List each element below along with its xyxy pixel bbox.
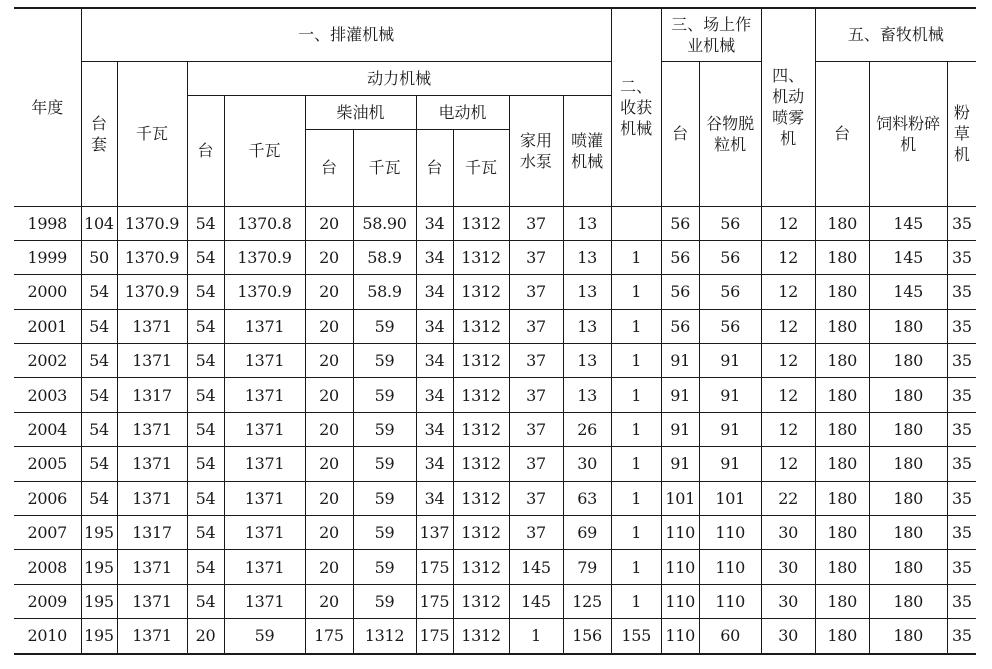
table-cell: 1 [611,240,661,274]
table-cell: 1371 [224,378,305,412]
header-field-operation-machinery: 三、场上作 业机械 [661,8,761,61]
header-power-machinery: 动力机械 [187,61,611,95]
table-cell: 1371 [224,447,305,481]
table-row [14,309,976,343]
table-cell: 56 [699,309,761,343]
table-header [14,8,976,206]
table-cell: 37 [509,447,563,481]
table-cell: 54 [187,584,224,618]
table-cell: 20 [305,481,353,515]
table-cell: 1312 [453,412,509,446]
table-cell: 180 [869,516,947,550]
table-cell: 60 [699,619,761,654]
table-cell: 180 [869,344,947,378]
table-cell: 1 [611,412,661,446]
table-cell: 13 [563,309,611,343]
row-year-cell: 2007 [14,516,81,550]
table-row [14,275,976,309]
table-cell: 35 [947,447,976,481]
header-feed-crusher: 饲料粉碎 机 [869,61,947,206]
table-cell: 54 [187,206,224,240]
table-cell: 37 [509,344,563,378]
table-cell: 110 [661,516,699,550]
table-cell: 180 [869,378,947,412]
table-cell: 54 [187,516,224,550]
table-cell: 56 [661,206,699,240]
table-cell: 12 [761,378,815,412]
table-cell: 37 [509,309,563,343]
table-cell: 54 [187,240,224,274]
table-cell: 20 [305,550,353,584]
table-cell: 30 [761,584,815,618]
table-cell: 34 [416,447,453,481]
table-cell: 35 [947,516,976,550]
table-cell: 54 [81,447,117,481]
table-cell: 20 [305,275,353,309]
table-cell: 34 [416,344,453,378]
table-cell: 110 [699,584,761,618]
table-cell: 156 [563,619,611,654]
table-cell: 110 [699,516,761,550]
header-home-pump: 家用 水泵 [509,95,563,206]
table-cell: 30 [761,619,815,654]
table-cell: 145 [509,550,563,584]
row-year-cell: 2010 [14,619,81,654]
table-row [14,240,976,274]
table-cell: 1 [611,275,661,309]
table-cell: 110 [661,619,699,654]
table-cell: 91 [661,447,699,481]
table-cell: 101 [661,481,699,515]
table-cell: 20 [305,447,353,481]
table-row [14,481,976,515]
table-cell: 1371 [224,481,305,515]
table-cell: 54 [81,481,117,515]
header-grass-crusher: 粉 草 机 [947,61,976,206]
table-cell: 1 [611,481,661,515]
table-cell: 35 [947,309,976,343]
table-cell: 1 [611,550,661,584]
table-cell: 155 [611,619,661,654]
table-cell: 54 [81,275,117,309]
table-cell: 1 [611,378,661,412]
table-cell: 58.9 [353,240,416,274]
table-cell: 59 [353,550,416,584]
table-cell: 180 [869,447,947,481]
table-cell: 59 [353,481,416,515]
table-cell: 58.9 [353,275,416,309]
row-year-cell: 2006 [14,481,81,515]
table-cell: 37 [509,275,563,309]
table-cell: 1312 [453,447,509,481]
table-cell: 59 [353,309,416,343]
row-year-cell: 2002 [14,344,81,378]
table-cell: 54 [187,550,224,584]
table-cell: 101 [699,481,761,515]
table-cell: 1371 [117,447,187,481]
table-cell: 1312 [453,240,509,274]
header-sprinkler: 喷灌 机械 [563,95,611,206]
table-cell: 1371 [117,584,187,618]
table-cell: 20 [305,378,353,412]
table-cell: 59 [353,584,416,618]
table-cell: 145 [869,275,947,309]
table-cell: 12 [761,206,815,240]
table-cell: 195 [81,584,117,618]
table-cell: 104 [81,206,117,240]
table-cell: 35 [947,412,976,446]
header-irrigation-units: 台 套 [81,61,117,206]
table-cell: 1371 [117,344,187,378]
table-cell: 63 [563,481,611,515]
table-cell: 56 [661,240,699,274]
table-cell: 30 [761,550,815,584]
table-cell: 34 [416,240,453,274]
row-year-cell: 2005 [14,447,81,481]
table-cell: 195 [81,619,117,654]
table-cell: 34 [416,412,453,446]
table-cell: 12 [761,309,815,343]
table-cell: 34 [416,378,453,412]
table-cell: 34 [416,275,453,309]
table-cell: 180 [815,275,869,309]
table-cell: 12 [761,447,815,481]
table-cell: 180 [815,584,869,618]
table-cell: 1312 [453,275,509,309]
table-cell: 91 [699,378,761,412]
table-cell: 35 [947,206,976,240]
header-electric-kw: 千瓦 [453,129,509,206]
table-cell: 1312 [353,619,416,654]
table-cell: 12 [761,412,815,446]
table-cell: 54 [81,309,117,343]
table-cell: 54 [187,309,224,343]
table-cell: 91 [661,344,699,378]
table-cell: 35 [947,481,976,515]
table-cell: 1312 [453,619,509,654]
header-harvest-machinery: 二、 收获 机械 [611,8,661,206]
table-cell: 54 [81,378,117,412]
table-cell: 91 [661,378,699,412]
table-cell: 180 [869,412,947,446]
table-cell: 69 [563,516,611,550]
table-cell: 56 [699,275,761,309]
table-cell: 35 [947,619,976,654]
table-cell: 79 [563,550,611,584]
table-cell: 180 [869,309,947,343]
table-cell: 54 [187,344,224,378]
table-row [14,344,976,378]
table-cell: 35 [947,584,976,618]
table-cell: 1371 [224,550,305,584]
table-cell: 175 [416,584,453,618]
table-cell: 34 [416,206,453,240]
table-cell: 54 [187,447,224,481]
table-cell: 180 [869,584,947,618]
table-cell: 35 [947,550,976,584]
table-cell: 30 [761,516,815,550]
table-cell: 35 [947,275,976,309]
table-cell: 1371 [117,619,187,654]
table-cell: 54 [187,275,224,309]
header-power-units: 台 [187,95,224,206]
header-electric-units: 台 [416,129,453,206]
table-cell: 1317 [117,516,187,550]
table-cell: 1371 [117,412,187,446]
table-cell: 37 [509,412,563,446]
table-cell: 180 [869,619,947,654]
row-year-cell: 2009 [14,584,81,618]
table-cell: 59 [353,447,416,481]
table-cell: 1 [611,516,661,550]
table-cell: 1371 [224,516,305,550]
header-irrigation-machinery: 一、排灌机械 [81,8,611,61]
table-row [14,516,976,550]
table-cell: 180 [815,344,869,378]
header-year: 年度 [14,8,81,206]
table-cell: 1 [611,309,661,343]
table-cell: 180 [869,481,947,515]
table-cell: 20 [305,309,353,343]
table-row [14,447,976,481]
table-cell: 180 [815,378,869,412]
table-row [14,619,976,654]
table-cell: 145 [869,206,947,240]
table-cell: 1 [611,344,661,378]
table-cell: 1312 [453,344,509,378]
table-cell: 1371 [224,309,305,343]
table-cell: 54 [187,412,224,446]
table-cell: 13 [563,240,611,274]
table-cell: 145 [509,584,563,618]
header-power-sprayer: 四、 机动 喷雾 机 [761,8,815,206]
table-cell: 54 [187,481,224,515]
table-cell: 137 [416,516,453,550]
table-cell: 56 [661,309,699,343]
table-cell: 58.90 [353,206,416,240]
table-cell: 195 [81,550,117,584]
table-cell: 35 [947,240,976,274]
table-cell: 37 [509,481,563,515]
table-cell: 35 [947,344,976,378]
table-cell: 59 [353,344,416,378]
table-cell: 1317 [117,378,187,412]
table-cell: 1370.9 [117,240,187,274]
table-cell: 1 [611,447,661,481]
table-cell: 56 [699,206,761,240]
table-cell: 145 [869,240,947,274]
table-cell: 1371 [224,412,305,446]
row-year-cell: 2008 [14,550,81,584]
machinery-table [14,7,976,655]
table-cell: 56 [661,275,699,309]
row-year-cell: 1999 [14,240,81,274]
table-cell: 59 [353,378,416,412]
table-row [14,378,976,412]
table-cell: 37 [509,206,563,240]
table-cell: 56 [699,240,761,274]
table-row [14,550,976,584]
table-cell: 54 [81,412,117,446]
header-livestock-machinery: 五、畜牧机械 [815,8,976,61]
table-cell: 20 [305,240,353,274]
header-diesel-kw: 千瓦 [353,129,416,206]
table-cell: 59 [353,516,416,550]
table-cell: 91 [699,447,761,481]
table-cell: 1370.8 [224,206,305,240]
table-cell: 20 [305,412,353,446]
table-cell: 37 [509,378,563,412]
table-cell: 13 [563,378,611,412]
table-cell: 13 [563,344,611,378]
table-cell: 1312 [453,550,509,584]
table-cell: 91 [699,412,761,446]
table-cell: 30 [563,447,611,481]
table-cell: 1371 [117,550,187,584]
table-cell: 12 [761,275,815,309]
table-cell: 110 [699,550,761,584]
table-cell: 1370.9 [224,275,305,309]
table-cell: 1371 [117,309,187,343]
header-field-units: 台 [661,61,699,206]
table-cell: 175 [416,550,453,584]
table-cell: 20 [305,344,353,378]
table-cell: 180 [815,481,869,515]
table-cell: 1370.9 [117,206,187,240]
header-livestock-units: 台 [815,61,869,206]
row-year-cell: 2001 [14,309,81,343]
table-cell: 34 [416,309,453,343]
table-body [14,206,976,654]
table-cell: 54 [81,344,117,378]
table-cell: 1 [509,619,563,654]
table-cell: 12 [761,240,815,274]
table-cell: 1312 [453,206,509,240]
table-cell: 59 [224,619,305,654]
table-cell: 12 [761,344,815,378]
table-cell: 37 [509,240,563,274]
table-cell: 13 [563,206,611,240]
table-cell: 195 [81,516,117,550]
table-cell: 1312 [453,584,509,618]
table-cell: 180 [815,206,869,240]
table-cell: 1312 [453,309,509,343]
row-year-cell: 2004 [14,412,81,446]
header-power-kw: 千瓦 [224,95,305,206]
table-cell: 110 [661,584,699,618]
header-electric-motor: 电动机 [416,95,509,129]
table-cell: 180 [815,240,869,274]
table-cell: 20 [305,584,353,618]
row-year-cell: 1998 [14,206,81,240]
table-cell: 91 [661,412,699,446]
table-cell: 180 [815,309,869,343]
table-cell: 1371 [224,584,305,618]
table-cell: 59 [353,412,416,446]
table-cell: 54 [187,378,224,412]
table-cell: 1 [611,584,661,618]
table-cell: 91 [699,344,761,378]
table-cell: 1371 [117,481,187,515]
table-cell: 180 [815,412,869,446]
table-cell: 20 [305,516,353,550]
table-cell: 37 [509,516,563,550]
header-grain-thresher: 谷物脱 粒机 [699,61,761,206]
row-year-cell: 2003 [14,378,81,412]
table-cell [611,206,661,240]
header-diesel-engine: 柴油机 [305,95,416,129]
table-cell: 180 [815,550,869,584]
table-row [14,206,976,240]
table-cell: 1312 [453,481,509,515]
row-year-cell: 2000 [14,275,81,309]
table-cell: 22 [761,481,815,515]
table-cell: 1370.9 [224,240,305,274]
table-cell: 110 [661,550,699,584]
table-row [14,584,976,618]
table-cell: 50 [81,240,117,274]
table-cell: 1371 [224,344,305,378]
table-cell: 34 [416,481,453,515]
table-cell: 20 [305,206,353,240]
table-row [14,412,976,446]
header-diesel-units: 台 [305,129,353,206]
table-cell: 35 [947,378,976,412]
table-cell: 175 [305,619,353,654]
table-cell: 180 [815,619,869,654]
table-cell: 1312 [453,378,509,412]
table-cell: 1370.9 [117,275,187,309]
table-cell: 26 [563,412,611,446]
table-cell: 1312 [453,516,509,550]
table-cell: 20 [187,619,224,654]
table-cell: 175 [416,619,453,654]
table-cell: 125 [563,584,611,618]
table-cell: 180 [869,550,947,584]
table-cell: 180 [815,447,869,481]
header-irrigation-kw: 千瓦 [117,61,187,206]
table-cell: 180 [815,516,869,550]
table-cell: 13 [563,275,611,309]
